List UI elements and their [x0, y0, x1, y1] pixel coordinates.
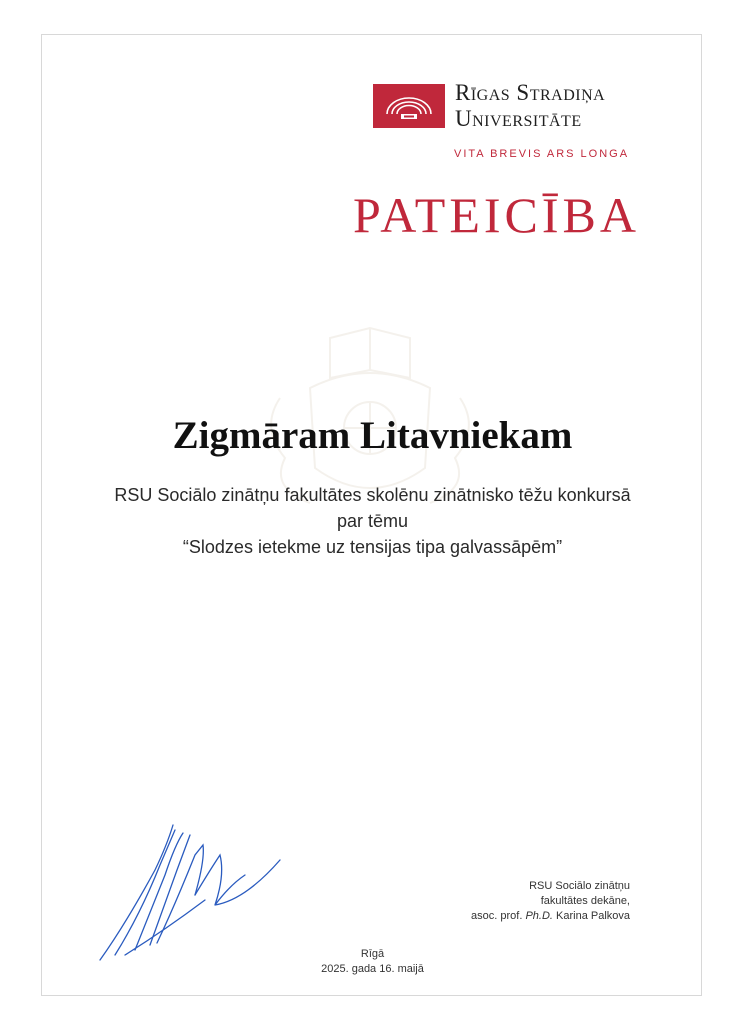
- signatory-name: Karina Palkova: [552, 910, 630, 922]
- certificate-heading: PATEICĪBA: [353, 187, 640, 243]
- handwritten-signature-icon: [95, 815, 285, 965]
- university-motto: VITA BREVIS ARS LONGA: [454, 148, 630, 160]
- issue-place: Rīgā: [360, 948, 385, 960]
- university-name: [455, 80, 605, 132]
- university-name-line1: Rīgas Stradiņa: [455, 80, 606, 105]
- issue-date: 2025. gada 16. maijā: [321, 963, 424, 975]
- signatory-title: asoc. prof.: [471, 910, 526, 922]
- signatory-line-1: RSU Sociālo zinātņu: [529, 880, 630, 892]
- description-line-1: RSU Sociālo zinātņu fakultātes skolēnu zinātnisko tēžu konkursā: [114, 485, 631, 505]
- description-line-2: par tēmu: [336, 511, 409, 531]
- signatory-line-2: fakultātes dekāne,: [540, 895, 630, 907]
- signatory-degree: Ph.D.: [525, 910, 553, 922]
- recipient-name: Zigmāram Litavniekam: [172, 414, 573, 457]
- description-topic: “Slodzes ietekme uz tensijas tipa galvassāpēm”: [182, 537, 563, 557]
- university-logo: [373, 80, 643, 130]
- signatory-line-3: [430, 910, 630, 922]
- rsu-amphitheatre-logo-icon: [373, 84, 445, 128]
- university-name-line2: Universitāte: [455, 106, 582, 131]
